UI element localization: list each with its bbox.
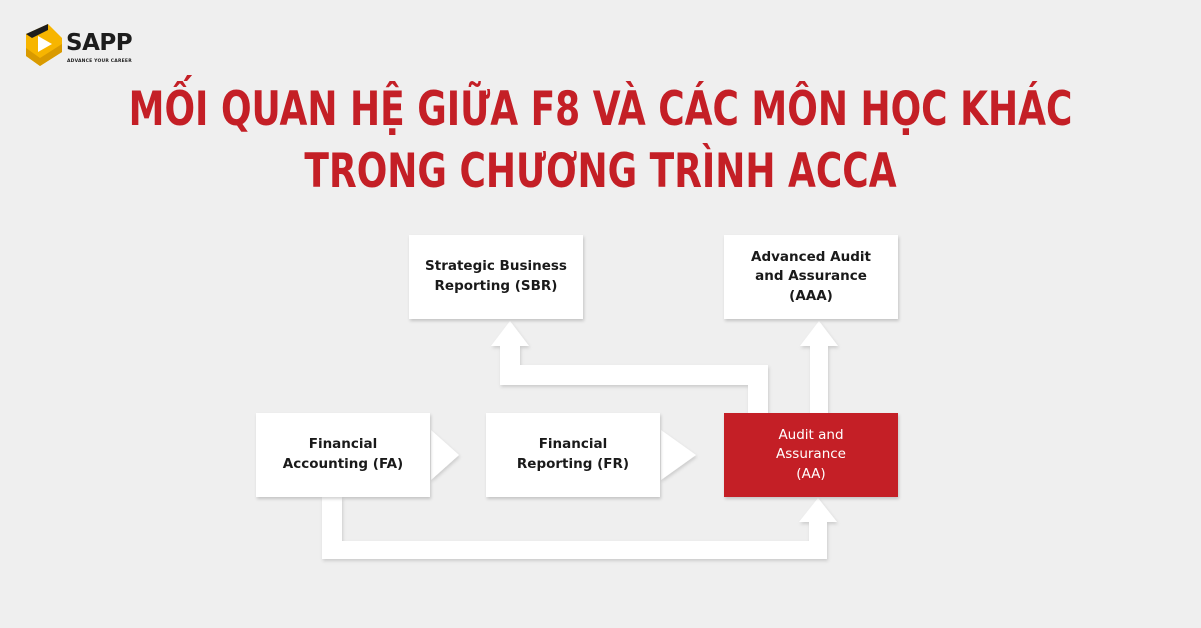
node-fa — [256, 413, 430, 497]
node-fr-label: Financial Reporting (FR) — [516, 436, 630, 472]
logo-wordmark: SAPP — [66, 30, 133, 56]
arrow-aa-to-aaa — [800, 321, 838, 413]
page-title-line-1: MỐI QUAN HỆ GIỮA F8 VÀ CÁC MÔN HỌC KHÁC — [128, 82, 1073, 137]
arrow-aa-to-sbr — [491, 321, 768, 413]
node-aa-label: Audit and Assurance (AA) — [776, 426, 846, 482]
node-aaa — [724, 235, 898, 319]
node-fr — [486, 413, 660, 497]
node-aaa-label: Advanced Audit and Assurance (AAA) — [751, 248, 871, 304]
logo-tagline: ADVANCE YOUR CAREER — [67, 59, 132, 64]
arrow-fr-to-aa — [661, 430, 696, 480]
arrow-fa-to-aa — [322, 497, 837, 559]
node-sbr-label: Strategic Business Reporting (SBR) — [425, 258, 567, 294]
arrow-fa-to-fr — [431, 430, 459, 480]
node-aa — [724, 413, 898, 497]
node-fa-label: Financial Accounting (FA) — [282, 436, 404, 472]
node-sbr — [409, 235, 583, 319]
page-title-line-2: TRONG CHƯƠNG TRÌNH ACCA — [304, 144, 897, 199]
